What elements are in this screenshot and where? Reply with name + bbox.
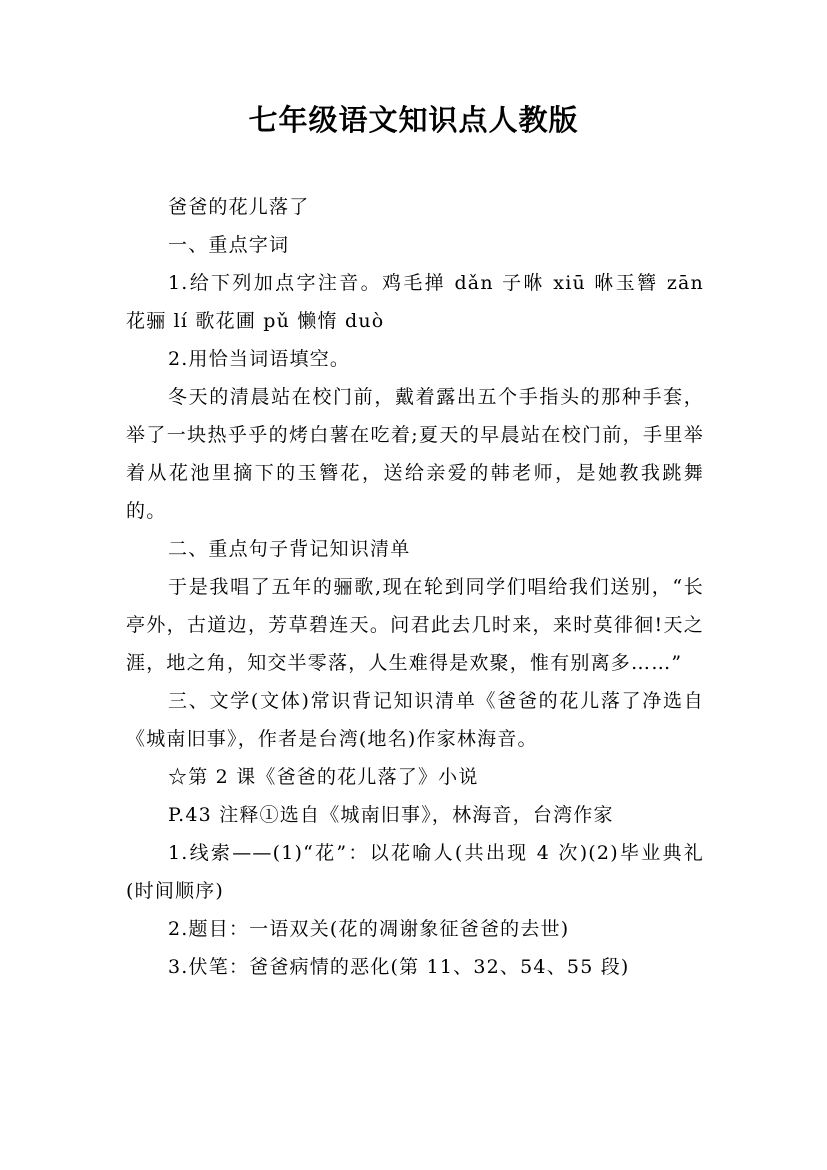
paragraph-farewell-song: 于是我唱了五年的骊歌,现在轮到同学们唱给我们送别，“长亭外，古道边，芳草碧连天。问君此去几时来，来时莫徘徊!天之涯，地之角，知交半零落，人生难得是欢聚，惟有别离多……” [126,576,704,674]
paragraph-lesson-2-heading: ☆第 2 课《爸爸的花儿落了》小说 [168,766,479,788]
paragraph-fill-blank-heading: 2.用恰当词语填空。 [168,348,351,370]
document-title: 七年级语文知识点人教版 [248,103,579,137]
paragraph-annotation: P.43 注释①选自《城南旧事》，林海音，台湾作家 [168,804,614,826]
paragraph-pinyin-exercise: 1.给下列加点字注音。鸡毛掸 dǎn 子咻 xiū 咻玉簪 zān 花骊 lí 歌花圃 pǔ 懒惰 duò [126,272,704,332]
paragraph-section-key-words: 一、重点字词 [168,234,290,256]
paragraph-clue: 1.线索——(1)“花”：以花喻人(共出现 4 次)(2)毕业典礼(时间顺序) [126,842,704,902]
document-body [126,188,704,986]
paragraph-fill-blank-text: 冬天的清晨站在校门前，戴着露出五个手指头的那种手套，举了一块热乎乎的烤白薯在吃着;夏天的早晨站在校门前，手里举着从花池里摘下的玉簪花，送给亲爱的韩老师，是她教我跳舞的。 [126,386,704,522]
paragraph-foreshadowing: 3.伏笔：爸爸病情的恶化(第 11、32、54、55 段) [168,956,630,978]
paragraph-title-pun: 2.题目：一语双关(花的凋谢象征爸爸的去世) [168,918,570,940]
paragraph-section-key-sentences: 二、重点句子背记知识清单 [168,538,411,560]
paragraph-literary-knowledge: 三、文学(文体)常识背记知识清单《爸爸的花儿落了净选自《城南旧事》，作者是台湾(地名)作家林海音。 [126,690,704,750]
paragraph-lesson-title: 爸爸的花儿落了 [168,196,310,218]
